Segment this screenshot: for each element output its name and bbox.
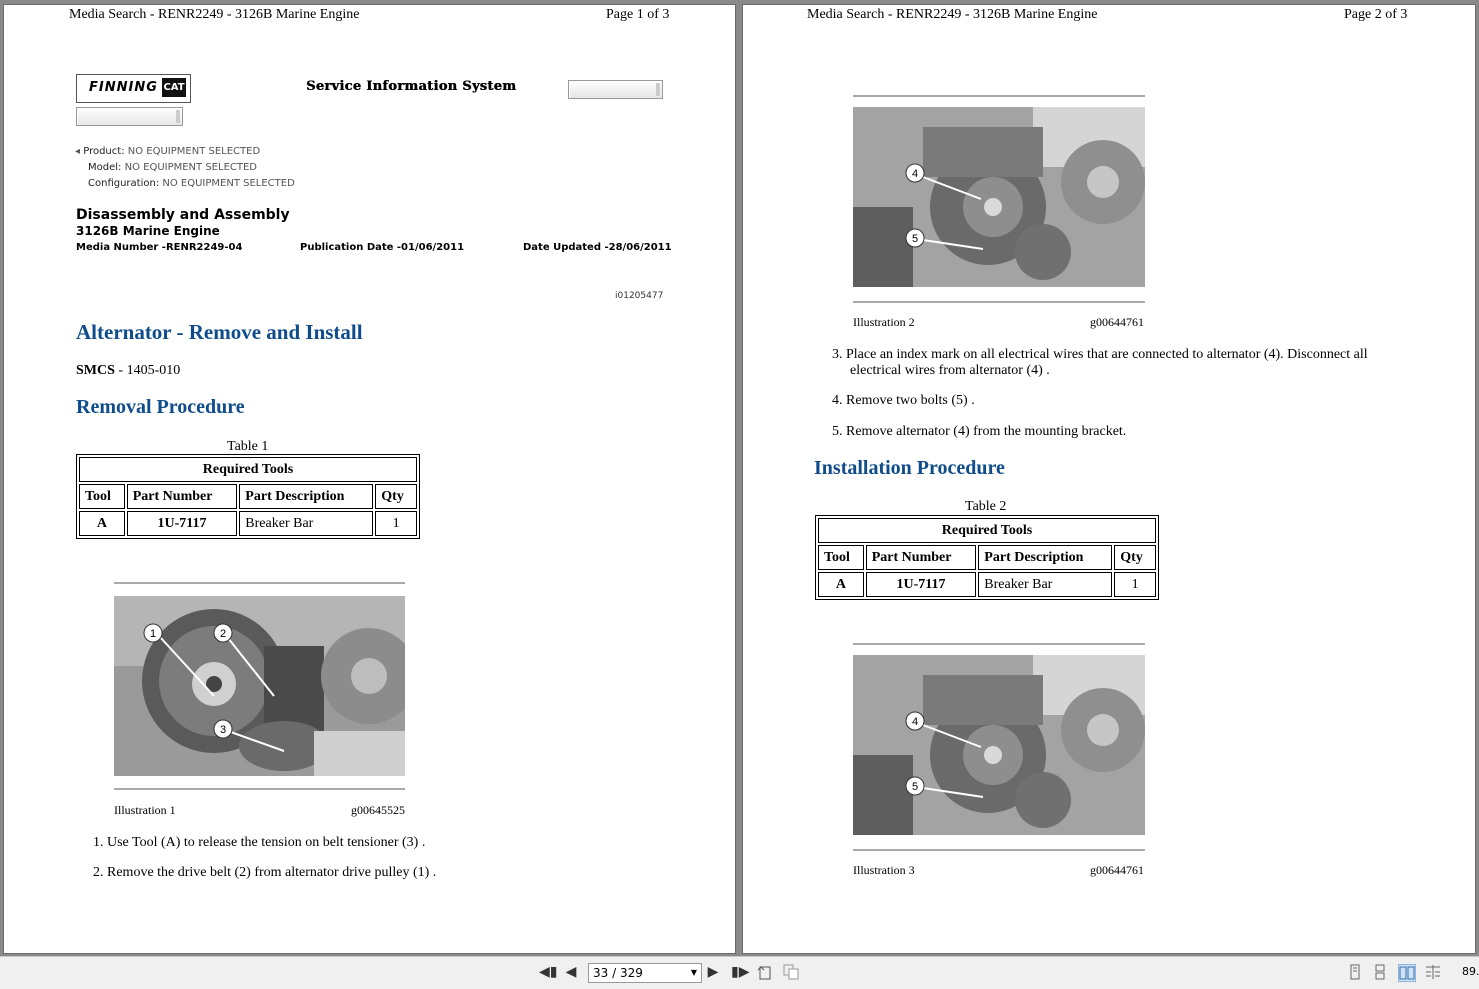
table-header: Part Number bbox=[127, 484, 238, 509]
table-cell: Breaker Bar bbox=[978, 572, 1112, 597]
table-title: Required Tools bbox=[79, 457, 417, 482]
table-cell: 1 bbox=[1114, 572, 1156, 597]
configuration-line: Configuration: NO EQUIPMENT SELECTED bbox=[88, 178, 295, 189]
table-cell: 1 bbox=[375, 511, 417, 536]
page-header-title: Media Search - RENR2249 - 3126B Marine Engine bbox=[69, 7, 360, 22]
alternator-photo-1 bbox=[114, 596, 405, 776]
table-cell: Breaker Bar bbox=[239, 511, 373, 536]
sis-search-field[interactable] bbox=[568, 80, 663, 99]
required-tools-table bbox=[76, 454, 420, 539]
table-caption: Table 2 bbox=[965, 499, 1007, 514]
callout-4: 4 bbox=[911, 716, 919, 728]
page-number-select[interactable] bbox=[588, 963, 702, 983]
next-icon[interactable]: ▶ bbox=[707, 964, 719, 980]
table-header: Tool bbox=[79, 484, 125, 509]
illustration-id: g00644761 bbox=[1090, 863, 1144, 877]
two-page-view-icon[interactable] bbox=[1398, 964, 1416, 982]
step-3: 3. Place an index mark on all electrical wires that are connected to alternator (4). Disconnect all bbox=[832, 347, 1368, 362]
illustration-id: g00645525 bbox=[351, 803, 405, 817]
callout-1: 1 bbox=[149, 628, 157, 640]
previous-icon[interactable]: ◀ bbox=[565, 964, 577, 980]
copy-page-icon[interactable] bbox=[783, 964, 799, 980]
skip-first-icon[interactable]: ◀▮ bbox=[539, 964, 558, 980]
callout-2: 2 bbox=[219, 628, 227, 640]
table-header: Qty bbox=[375, 484, 417, 509]
page-header-number: Page 2 of 3 bbox=[1344, 7, 1408, 22]
product-line: ◂ Product: NO EQUIPMENT SELECTED bbox=[75, 146, 261, 157]
step-2: 2. Remove the drive belt (2) from alternator drive pulley (1) . bbox=[93, 865, 437, 880]
single-page-view-icon[interactable] bbox=[1347, 964, 1363, 980]
media-number: Media Number -RENR2249-04 bbox=[76, 242, 243, 253]
page-header-title: Media Search - RENR2249 - 3126B Marine Engine bbox=[807, 7, 1098, 22]
illustration-caption: Illustration 1 bbox=[114, 803, 176, 817]
table-cell: A bbox=[818, 572, 864, 597]
collapse-arrow-icon[interactable]: ◂ bbox=[75, 146, 81, 157]
finning-cat-logo bbox=[76, 74, 191, 103]
table-cell: 1U-7117 bbox=[127, 511, 238, 536]
divider bbox=[114, 788, 405, 790]
divider bbox=[853, 849, 1145, 851]
table-header: Qty bbox=[1114, 545, 1156, 570]
callout-5: 5 bbox=[911, 781, 919, 793]
text-view-icon[interactable] bbox=[1425, 964, 1441, 980]
divider bbox=[114, 582, 405, 584]
chevron-down-icon: ▼ bbox=[690, 968, 697, 977]
cat-logo-text: CAT bbox=[162, 78, 186, 97]
table-header: Part Description bbox=[978, 545, 1112, 570]
sis-secondary-field[interactable] bbox=[76, 107, 183, 126]
table-cell: A bbox=[79, 511, 125, 536]
table-header: Part Number bbox=[866, 545, 977, 570]
illustration-caption: Illustration 2 bbox=[853, 315, 915, 329]
page-heading: Alternator - Remove and Install bbox=[76, 320, 363, 344]
page-header-number: Page 1 of 3 bbox=[606, 7, 670, 22]
table-header: Part Description bbox=[239, 484, 373, 509]
table-header: Tool bbox=[818, 545, 864, 570]
required-tools-table bbox=[815, 515, 1159, 600]
illustration-id: g00644761 bbox=[1090, 315, 1144, 329]
divider bbox=[853, 95, 1145, 97]
viewer-toolbar bbox=[0, 956, 1479, 989]
installation-heading: Installation Procedure bbox=[814, 457, 1005, 479]
callout-4: 4 bbox=[911, 168, 919, 180]
document-title: Disassembly and Assembly bbox=[76, 207, 290, 223]
skip-last-icon[interactable]: ▮▶ bbox=[731, 964, 750, 980]
callout-5: 5 bbox=[911, 233, 919, 245]
divider bbox=[853, 643, 1145, 645]
removal-heading: Removal Procedure bbox=[76, 396, 245, 418]
pdf-page-1 bbox=[3, 4, 736, 954]
alternator-photo-3 bbox=[853, 655, 1145, 835]
step-3-continued: electrical wires from alternator (4) . bbox=[850, 363, 1050, 378]
page-indicator: 33 / 329 bbox=[593, 966, 643, 980]
document-id: i01205477 bbox=[615, 291, 664, 301]
pdf-page-2 bbox=[742, 4, 1476, 954]
document-subtitle: 3126B Marine Engine bbox=[76, 224, 220, 238]
alternator-photo-2 bbox=[853, 107, 1145, 287]
finning-logo-text: FINNING bbox=[89, 80, 158, 95]
rotate-page-icon[interactable] bbox=[757, 964, 773, 980]
table-title: Required Tools bbox=[818, 518, 1156, 543]
sis-title: Service Information System bbox=[306, 79, 517, 94]
table-cell: 1U-7117 bbox=[866, 572, 977, 597]
smcs-line: SMCS - 1405-010 bbox=[76, 363, 181, 378]
table-caption: Table 1 bbox=[227, 439, 269, 454]
continuous-view-icon[interactable] bbox=[1372, 964, 1388, 980]
publication-date: Publication Date -01/06/2011 bbox=[300, 242, 465, 253]
step-4: 4. Remove two bolts (5) . bbox=[832, 393, 975, 408]
callout-3: 3 bbox=[219, 724, 227, 736]
zoom-level[interactable]: 89. bbox=[1462, 965, 1479, 978]
date-updated: Date Updated -28/06/2011 bbox=[523, 242, 672, 253]
model-line: Model: NO EQUIPMENT SELECTED bbox=[88, 162, 257, 173]
illustration-caption: Illustration 3 bbox=[853, 863, 915, 877]
step-1: 1. Use Tool (A) to release the tension on belt tensioner (3) . bbox=[93, 835, 426, 850]
divider bbox=[853, 301, 1145, 303]
step-5: 5. Remove alternator (4) from the mounting bracket. bbox=[832, 424, 1127, 439]
